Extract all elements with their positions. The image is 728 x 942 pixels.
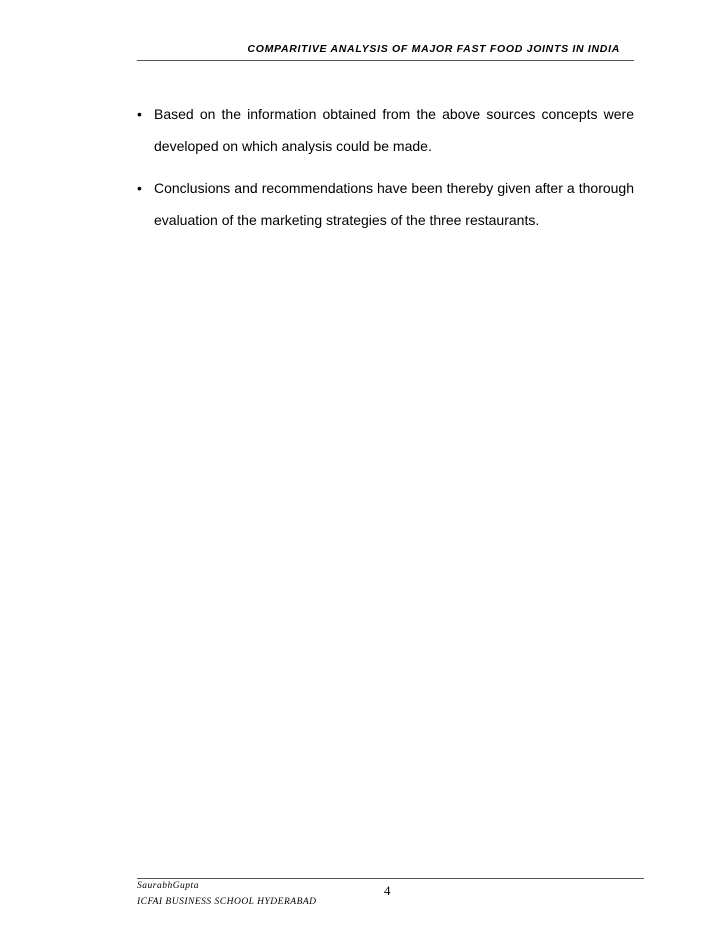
footer-divider bbox=[137, 878, 644, 879]
bullet-item bbox=[137, 98, 634, 162]
bullet-item bbox=[137, 172, 634, 236]
document-body bbox=[137, 98, 634, 246]
bullet-text: Conclusions and recommendations have been thereby given after a thorough evaluation of the marketing strategies of the three restaurants. bbox=[154, 180, 634, 228]
footer-school: ICFAI BUSINESS SCHOOL HYDERABAD bbox=[137, 897, 317, 907]
bullet-marker: • bbox=[137, 180, 142, 196]
page-header bbox=[137, 40, 634, 61]
header-title: COMPARITIVE ANALYSIS OF MAJOR FAST FOOD JOINTS IN INDIA bbox=[247, 43, 620, 55]
page-number: 4 bbox=[384, 883, 391, 898]
bullet-marker: • bbox=[137, 106, 142, 122]
footer-author: SaurabhGupta bbox=[137, 881, 199, 891]
bullet-text: Based on the information obtained from the above sources concepts were developed on which analysis could be made. bbox=[154, 106, 634, 154]
